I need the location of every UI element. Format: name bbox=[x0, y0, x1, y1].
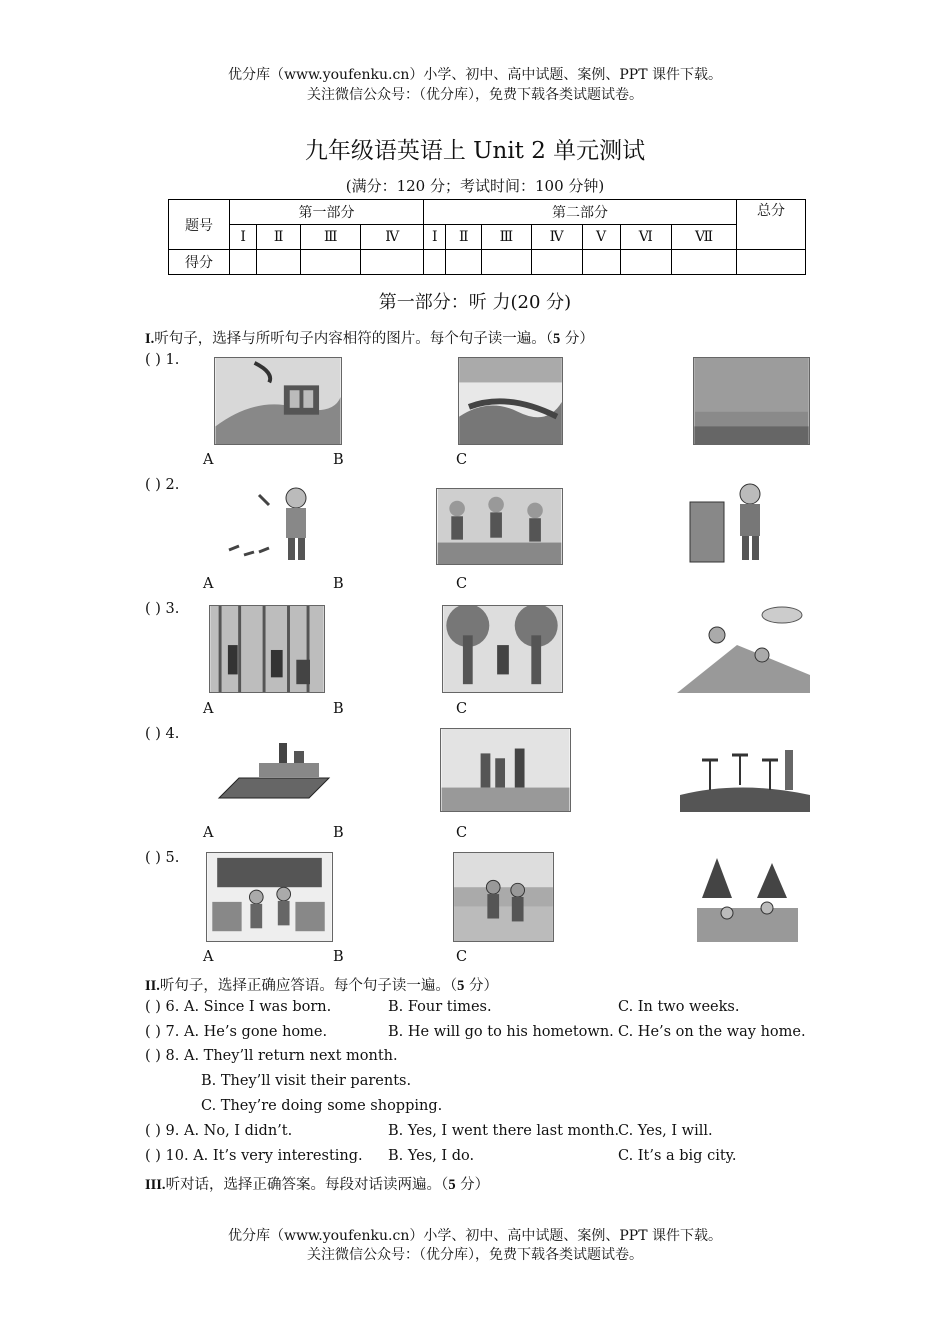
q10-option-c: C. It’s a big city. bbox=[618, 1148, 737, 1164]
header-line-2: 关注微信公众号：（优分库），免费下载各类试题试卷。 bbox=[307, 87, 643, 103]
section2-unit: 分） bbox=[469, 978, 499, 994]
part1-col: Ⅰ bbox=[230, 225, 257, 250]
q9-option-b: B. Yes, I went there last month. bbox=[388, 1123, 620, 1139]
section2-text: 听句子，选择正确应答语。每个句子读一遍。（ bbox=[159, 978, 458, 994]
q8-option-c: C. They’re doing some shopping. bbox=[201, 1098, 443, 1114]
option-label-b: B bbox=[333, 701, 344, 717]
q2-picture-a[interactable] bbox=[224, 480, 324, 565]
q9-option-c: C. Yes, I will. bbox=[618, 1123, 713, 1139]
section3-num: III. bbox=[145, 1177, 166, 1193]
page-title: 九年级语英语上 Unit 2 单元测试 bbox=[304, 138, 646, 164]
footer-line-1: 优分库（www.youfenku.cn）小学、初中、高中试题、案例、PPT 课件下载。 bbox=[227, 1228, 722, 1244]
part2-col: Ⅳ bbox=[531, 225, 582, 250]
option-label-b: B bbox=[333, 949, 344, 965]
score-cell[interactable] bbox=[446, 250, 482, 275]
q9-option-a: ( ) 9. A. No, I didn’t. bbox=[145, 1123, 293, 1139]
q6-option-b: B. Four times. bbox=[388, 999, 492, 1015]
q4-picture-b[interactable] bbox=[440, 728, 571, 812]
question-5-label: ( ) 5. bbox=[145, 850, 180, 866]
option-label-b: B bbox=[333, 825, 344, 841]
q7-option-b: B. He will go to his hometown. bbox=[388, 1024, 614, 1040]
q3-picture-a[interactable] bbox=[209, 605, 325, 693]
part2-col: Ⅵ bbox=[620, 225, 671, 250]
option-label-c: C bbox=[456, 576, 468, 592]
option-label-c: C bbox=[456, 452, 468, 468]
q1-picture-a[interactable] bbox=[214, 357, 342, 445]
q1-picture-b[interactable] bbox=[458, 357, 563, 445]
score-cell[interactable] bbox=[257, 250, 301, 275]
score-cell[interactable] bbox=[300, 250, 361, 275]
q2-picture-c[interactable] bbox=[688, 482, 778, 565]
score-cell[interactable] bbox=[531, 250, 582, 275]
q7-option-a: ( ) 7. A. He’s gone home. bbox=[145, 1024, 328, 1040]
part1-col: Ⅱ bbox=[257, 225, 301, 250]
section1-text: 听句子，选择与所听句子内容相符的图片。每个句子读一遍。（ bbox=[154, 331, 554, 347]
q2-picture-b[interactable] bbox=[436, 488, 563, 565]
question-4-label: ( ) 4. bbox=[145, 726, 180, 742]
score-cell[interactable] bbox=[230, 250, 257, 275]
score-table bbox=[168, 199, 806, 275]
option-label-c: C bbox=[456, 825, 468, 841]
part2-header: 第二部分 bbox=[424, 200, 737, 225]
q6-option-c: C. In two weeks. bbox=[618, 999, 740, 1015]
row-label: 得分 bbox=[169, 250, 230, 275]
score-cell[interactable] bbox=[361, 250, 424, 275]
q7-option-c: C. He’s on the way home. bbox=[618, 1024, 806, 1040]
option-label-a: A bbox=[203, 452, 214, 468]
part1-col: Ⅳ bbox=[361, 225, 424, 250]
section3-unit: 分） bbox=[460, 1177, 490, 1193]
part2-col: Ⅲ bbox=[482, 225, 531, 250]
score-cell[interactable] bbox=[620, 250, 671, 275]
option-label-a: A bbox=[203, 949, 214, 965]
page-subtitle: (满分：120 分；考试时间：100 分钟) bbox=[345, 177, 605, 195]
option-label-c: C bbox=[456, 949, 468, 965]
part2-col: Ⅶ bbox=[671, 225, 736, 250]
part1-col: Ⅲ bbox=[300, 225, 361, 250]
option-label-a: A bbox=[203, 701, 214, 717]
q1-picture-c[interactable] bbox=[693, 357, 810, 445]
q6-option-a: ( ) 6. A. Since I was born. bbox=[145, 999, 332, 1015]
score-cell[interactable] bbox=[482, 250, 531, 275]
q10-option-a: ( ) 10. A. It’s very interesting. bbox=[145, 1148, 363, 1164]
q4-picture-c[interactable] bbox=[680, 735, 810, 812]
score-cell[interactable] bbox=[671, 250, 736, 275]
section3-score: 5 bbox=[448, 1177, 456, 1193]
part1-header: 第一部分 bbox=[230, 200, 424, 225]
section1-heading bbox=[145, 327, 594, 348]
q5-picture-b[interactable] bbox=[453, 852, 554, 942]
footer-line-2: 关注微信公众号：（优分库），免费下载各类试题试卷。 bbox=[307, 1247, 643, 1263]
header-line-1: 优分库（www.youfenku.cn）小学、初中、高中试题、案例、PPT 课件下载。 bbox=[227, 67, 722, 83]
option-label-b: B bbox=[333, 576, 344, 592]
section1-num: I. bbox=[145, 331, 155, 347]
section2-num: II. bbox=[145, 978, 160, 994]
part2-col: Ⅱ bbox=[446, 225, 482, 250]
score-cell[interactable] bbox=[582, 250, 620, 275]
q4-picture-a[interactable] bbox=[209, 733, 340, 803]
section3-text: 听对话，选择正确答案。每段对话读两遍。（ bbox=[165, 1177, 449, 1193]
q5-picture-c[interactable] bbox=[697, 858, 798, 942]
q3-picture-c[interactable] bbox=[677, 605, 810, 693]
section1-score: 5 bbox=[553, 331, 561, 347]
q8-option-b: B. They’ll visit their parents. bbox=[201, 1073, 412, 1089]
option-label-a: A bbox=[203, 576, 214, 592]
section3-heading bbox=[145, 1173, 489, 1194]
q10-option-b: B. Yes, I do. bbox=[388, 1148, 475, 1164]
q8-option-a: ( ) 8. A. They’ll return next month. bbox=[145, 1048, 398, 1064]
part2-col: Ⅰ bbox=[424, 225, 446, 250]
question-1-label: ( ) 1. bbox=[145, 352, 180, 368]
question-3-label: ( ) 3. bbox=[145, 601, 180, 617]
total-header: 总分 bbox=[737, 200, 806, 250]
q3-picture-b[interactable] bbox=[442, 605, 563, 693]
section1-unit: 分） bbox=[564, 331, 594, 347]
col-label: 题号 bbox=[169, 200, 230, 250]
part2-col: Ⅴ bbox=[582, 225, 620, 250]
q5-picture-a[interactable] bbox=[206, 852, 333, 942]
score-cell[interactable] bbox=[424, 250, 446, 275]
score-cell[interactable] bbox=[737, 250, 806, 275]
option-label-c: C bbox=[456, 701, 468, 717]
section2-score: 5 bbox=[457, 978, 465, 994]
question-2-label: ( ) 2. bbox=[145, 477, 180, 493]
option-label-a: A bbox=[203, 825, 214, 841]
section2-heading bbox=[145, 974, 498, 995]
option-label-b: B bbox=[333, 452, 344, 468]
part1-title: 第一部分：听 力(20 分) bbox=[378, 292, 572, 313]
